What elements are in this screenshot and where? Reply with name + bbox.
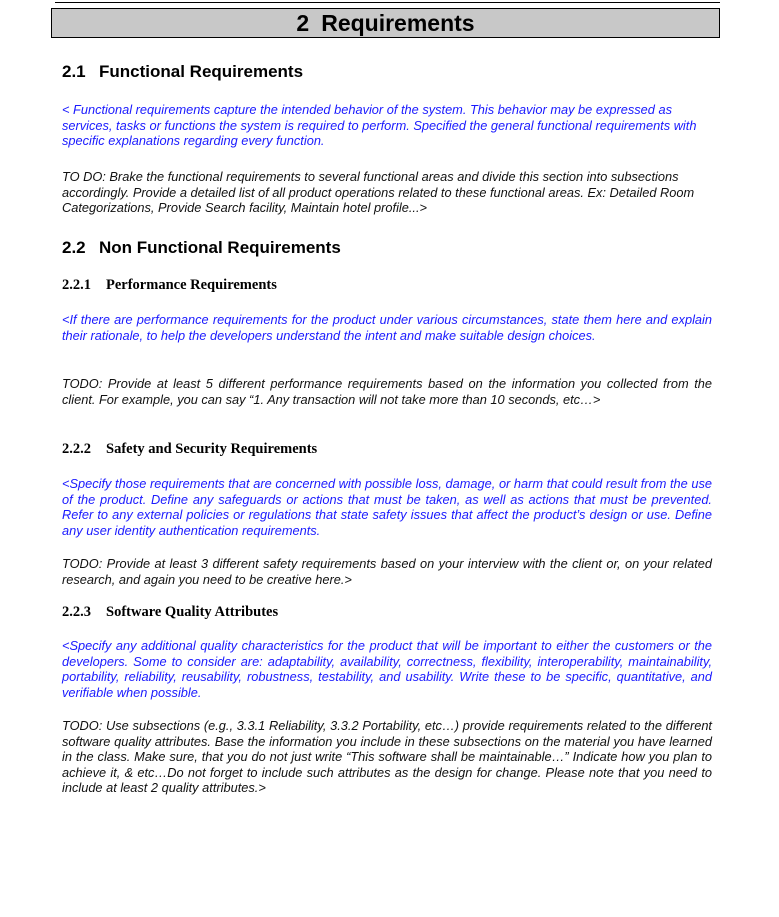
safety-intro-paragraph: <Specify those requirements that are concerned with possible loss, damage, or harm that could result from the use of the product. Define any safeguards or actions that must be taken, as well as actions that must be prevented. Refer to any external policies or regulations that state safety issues that affect the product’s design or use. Define any user identity authentication requirements. [62,476,712,538]
subsection-heading-quality [62,604,278,621]
top-rule [55,2,720,3]
performance-todo-paragraph: TODO: Provide at least 5 different performance requirements based on the information you collected from the client. For example, you can say “1. Any transaction will not take more than 10 seconds, etc…> [62,376,712,407]
section-heading-nonfunctional [62,238,341,258]
functional-intro-paragraph: < Functional requirements capture the intended behavior of the system. This behavior may be expressed as services, tasks or functions the system is required to perform. Specified the general functional requirements with specific explanations regarding every function. [62,102,697,149]
subsection-title: Software Quality Attributes [106,604,279,620]
functional-todo-paragraph: TO DO: Brake the functional requirements to several functional areas and divide this section into subsections accordingly. Provide a detailed list of all product operations related to these functional areas. Ex: Detailed Room Categorizations, Provide Search facility, Maintain hotel profile...> [62,169,695,216]
subsection-number: 2.2.2 [62,441,91,457]
section-title: Non Functional Requirements [99,238,341,257]
chapter-title: Requirements [321,10,475,36]
section-heading-functional [62,62,303,82]
subsection-heading-safety [62,441,317,458]
subsection-number: 2.2.1 [62,277,91,293]
quality-todo-paragraph: TODO: Use subsections (e.g., 3.3.1 Reliability, 3.3.2 Portability, etc…) provide requirements related to the different software quality attributes. Base the information you include in these subsections on the material you have learned in the class. Make sure, that you do not just write “This software shall be maintainable…” Indicate how you plan to achieve it, & etc…Do not forget to include such attributes as the design for change. Please note that you need to include at least 2 quality attributes.> [62,718,712,796]
chapter-heading [51,8,720,38]
quality-intro-paragraph: <Specify any additional quality characteristics for the product that will be important to either the customers or the developers. Some to consider are: adaptability, availability, correctness, flexibility, interoperability, maintainability, portability, reliability, reusability, robustness, testability, and usability. Write these to be specific, quantitative, and verifiable when possible. [62,638,712,700]
section-title: Functional Requirements [99,62,304,81]
section-number: 2.2 [62,238,86,257]
subsection-title: Safety and Security Requirements [106,441,318,457]
subsection-number: 2.2.3 [62,604,91,620]
performance-intro-paragraph: <If there are performance requirements for the product under various circumstances, state them here and explain their rationale, to help the developers understand the intent and make suitable design choices. [62,312,712,343]
safety-todo-paragraph: TODO: Provide at least 3 different safety requirements based on your interview with the client or, on your related research, and again you need to be creative here.> [62,556,712,587]
subsection-title: Performance Requirements [106,277,277,293]
subsection-heading-performance [62,277,277,294]
section-number: 2.1 [62,62,86,81]
chapter-number: 2 [296,10,310,36]
